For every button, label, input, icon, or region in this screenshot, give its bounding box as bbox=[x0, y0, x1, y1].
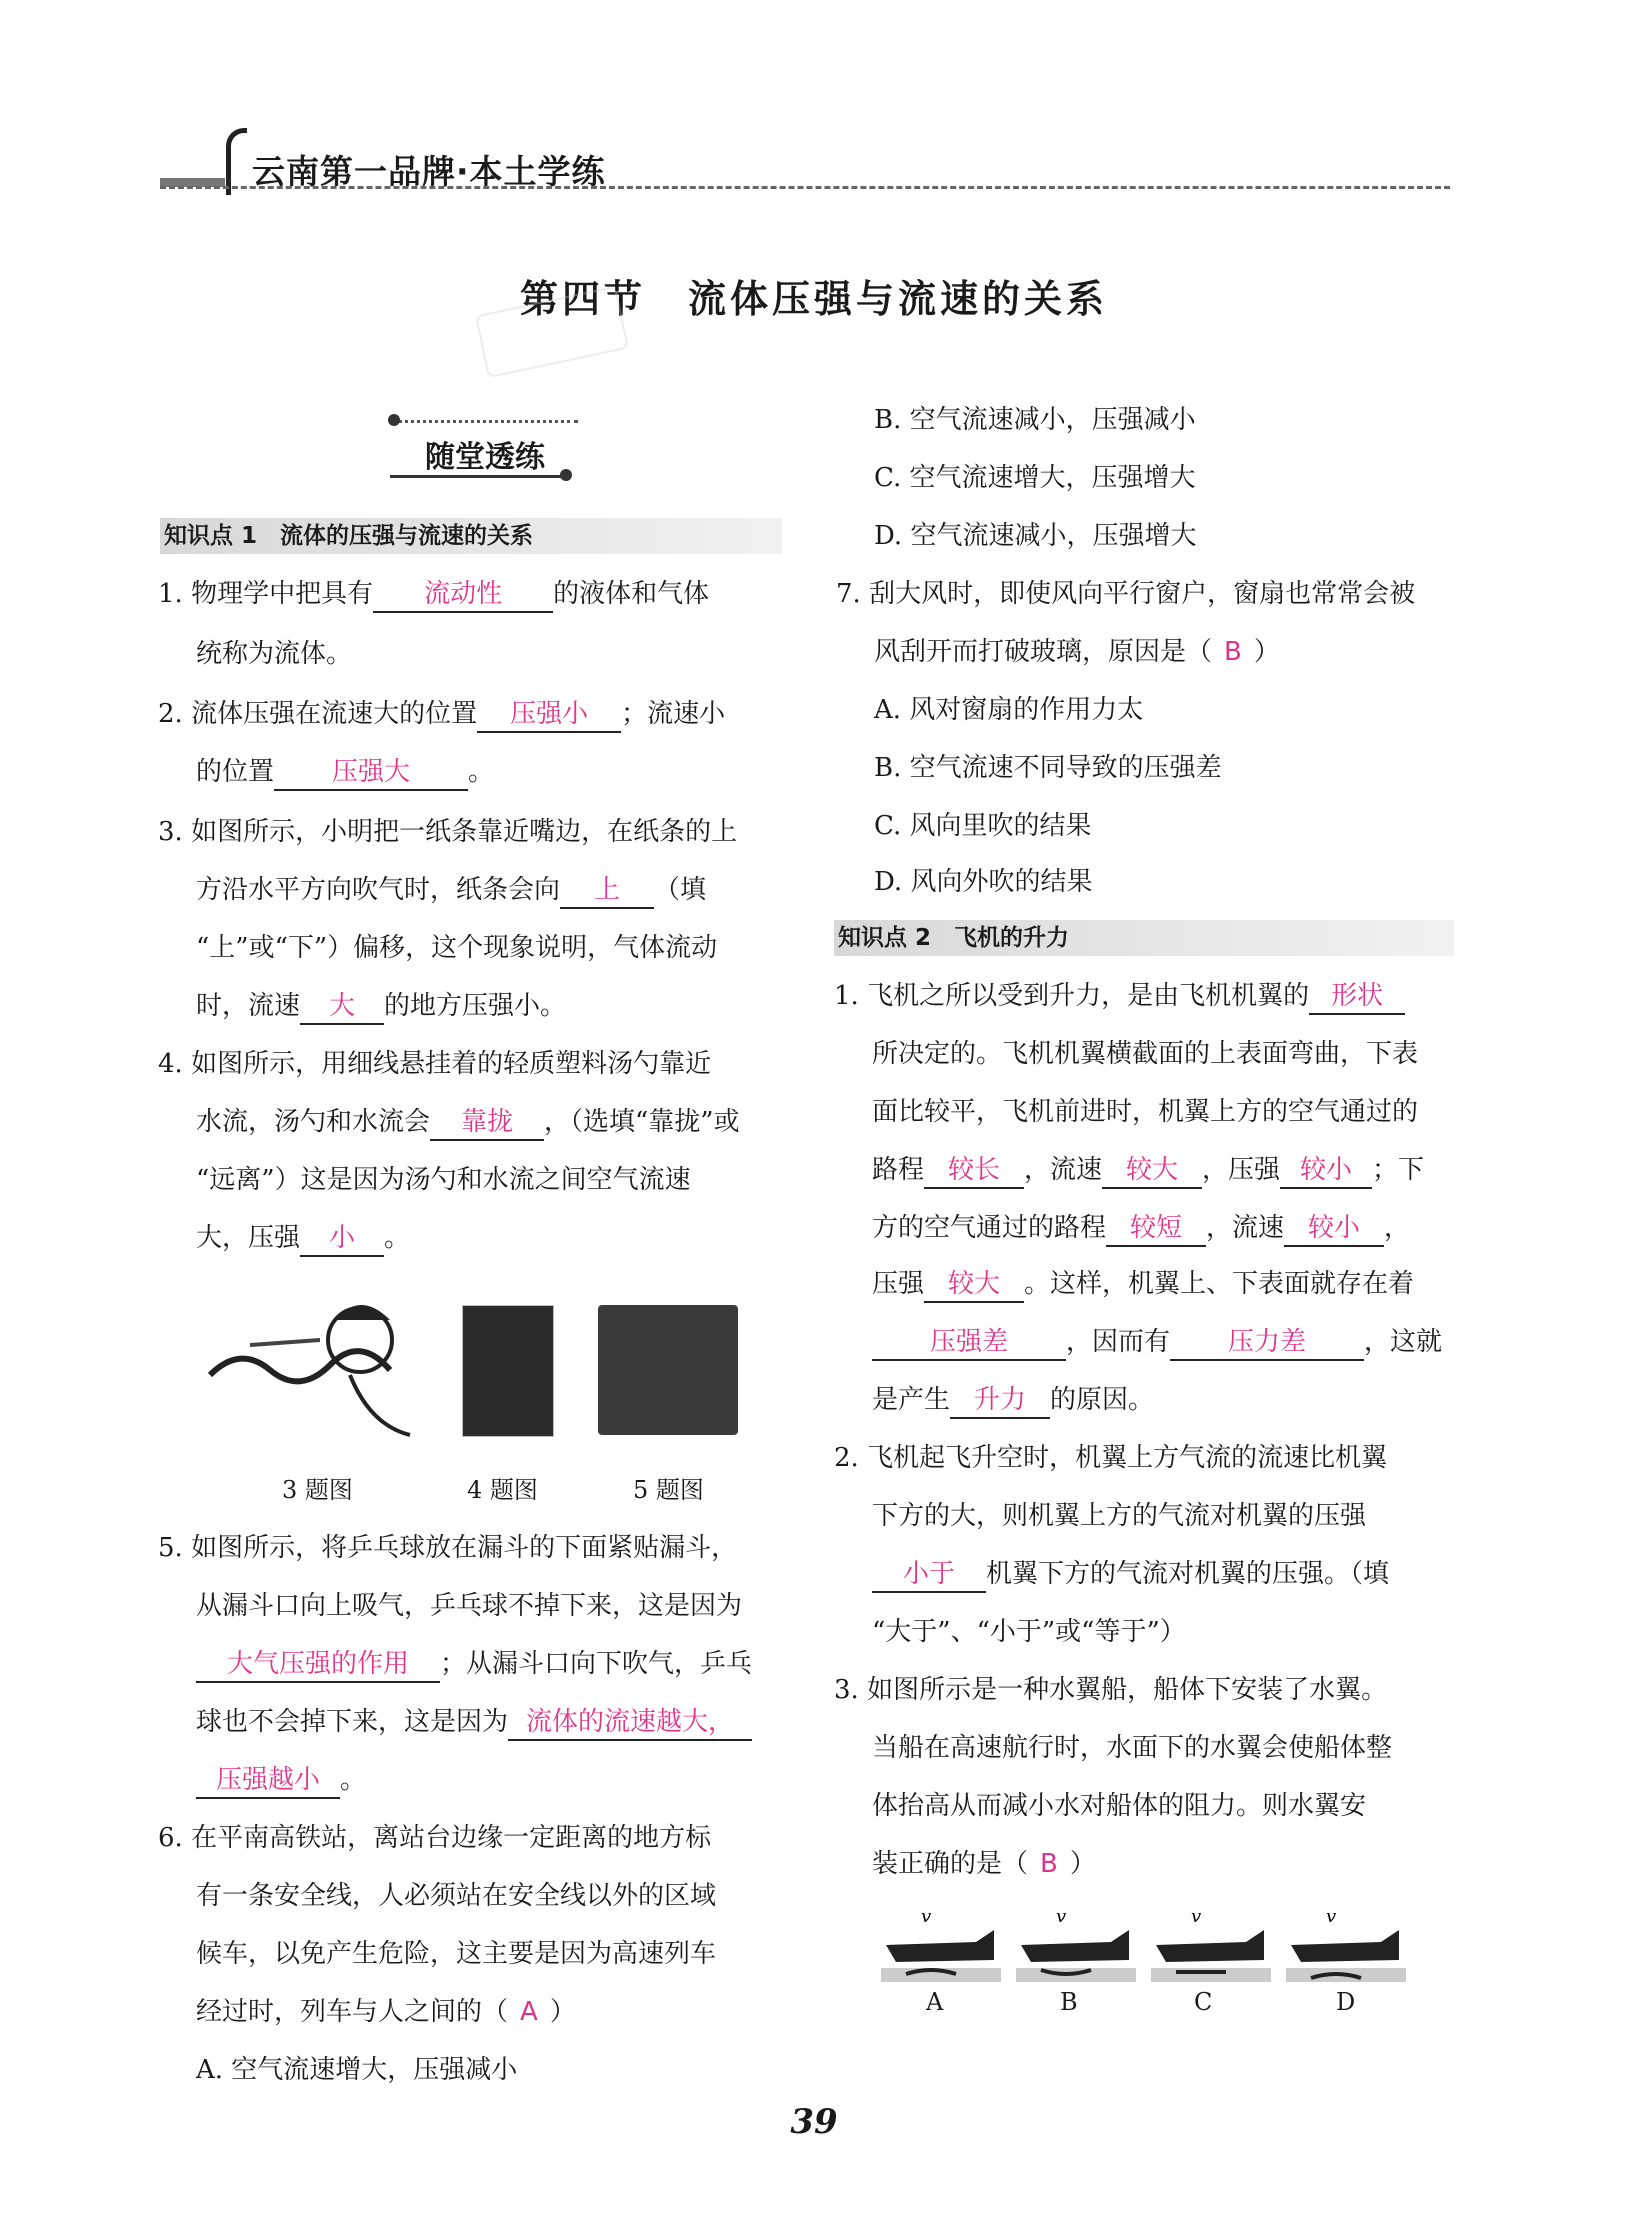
answer-blank: 靠拢 bbox=[430, 1105, 544, 1141]
kp2-q1-line2: 所决定的。飞机机翼横截面的上表面弯曲，下表 bbox=[872, 1039, 1419, 1069]
caption-fig-3: 3 题图 bbox=[282, 1476, 353, 1504]
answer-blank: 形状 bbox=[1309, 979, 1405, 1015]
caption-fig-4: 4 题图 bbox=[467, 1476, 538, 1504]
answer-blank: 压强大 bbox=[274, 755, 468, 791]
answer-blank: 流体的流速越大， bbox=[508, 1705, 752, 1741]
section-dot bbox=[560, 469, 572, 481]
q5-line1: 5. 如图所示，将乒乓球放在漏斗的下面紧贴漏斗， bbox=[158, 1533, 738, 1563]
caption-fig-5: 5 题图 bbox=[633, 1476, 704, 1504]
kp2-q1-line1: 1. 飞机之所以受到升力，是由飞机机翼的 形状 bbox=[834, 976, 1405, 1016]
boat-label-a: A bbox=[926, 1988, 944, 2016]
boat-label-b: B bbox=[1060, 1988, 1078, 2016]
kp2-q2-line3: 小于 机翼下方的气流对机翼的压强。（填 bbox=[872, 1554, 1389, 1594]
figure-5 bbox=[598, 1305, 738, 1435]
q5-line3: 大气压强的作用 ；从漏斗口向下吹气，乒乓 bbox=[196, 1644, 752, 1684]
boat-label-c: C bbox=[1194, 1988, 1213, 2016]
section-underline bbox=[390, 475, 566, 478]
q3-line4: 时，流速 大 的地方压强小。 bbox=[196, 986, 566, 1026]
kp2-q3-line1: 3. 如图所示是一种水翼船，船体下安装了水翼。 bbox=[834, 1675, 1388, 1705]
hydrofoil-figure bbox=[876, 1900, 1416, 2000]
q7-option-a: A. 风对窗扇的作用力太 bbox=[874, 695, 1144, 725]
velocity-label: v bbox=[1191, 1906, 1202, 1927]
header-brand: 云南第一品牌·本土学练 bbox=[252, 152, 606, 191]
q1-line1: 1. 物理学中把具有 流动性 的液体和气体 bbox=[158, 574, 709, 614]
choice-answer: A bbox=[520, 1997, 538, 2027]
q6-line4: 经过时，列车与人之间的（ A ） bbox=[196, 1997, 576, 2027]
answer-blank: 小于 bbox=[872, 1557, 986, 1593]
q4-line2: 水流，汤勺和水流会 靠拢 ，（选填“靠拢”或 bbox=[196, 1102, 740, 1142]
kp2-q1-line7: 压强差 ，因而有 压力差 ，这就 bbox=[872, 1322, 1442, 1362]
q6-line1: 6. 在平南高铁站，离站台边缘一定距离的地方标 bbox=[158, 1823, 712, 1853]
kp2-q2-line1: 2. 飞机起飞升空时，机翼上方气流的流速比机翼 bbox=[834, 1443, 1388, 1473]
answer-blank: 上 bbox=[560, 873, 654, 909]
choice-answer: B bbox=[1040, 1849, 1058, 1879]
answer-blank: 压强小 bbox=[477, 697, 621, 733]
answer-blank: 升力 bbox=[950, 1383, 1050, 1419]
kp2-q2-line2: 下方的大，则机翼上方的气流对机翼的压强 bbox=[872, 1501, 1367, 1531]
answer-blank: 压强越小 bbox=[196, 1763, 340, 1799]
kp2-q1-line6: 压强 较大 。这样，机翼上、下表面就存在着 bbox=[872, 1264, 1414, 1304]
answer-blank: 较小 bbox=[1284, 1211, 1384, 1247]
q4-line4: 大，压强 小 。 bbox=[196, 1218, 410, 1258]
kp2-q3-line4: 装正确的是（ B ） bbox=[872, 1849, 1096, 1879]
q4-line3: “远离”）这是因为汤勺和水流之间空气流速 bbox=[196, 1165, 691, 1195]
answer-blank: 较大 bbox=[924, 1267, 1024, 1303]
section-deco-line bbox=[392, 420, 578, 423]
velocity-label: v bbox=[1056, 1906, 1067, 1927]
q5-line4: 球也不会掉下来，这是因为 流体的流速越大， bbox=[196, 1702, 752, 1742]
kp2-q1-line3: 面比较平，飞机前进时，机翼上方的空气通过的 bbox=[872, 1097, 1419, 1127]
page-title: 第四节 流体压强与流速的关系 bbox=[519, 277, 1108, 321]
hydrofoil-boats bbox=[876, 1900, 1416, 2000]
q1-line2: 统称为流体。 bbox=[196, 639, 353, 669]
header-curve bbox=[226, 128, 247, 195]
kp2-q3-line2: 当船在高速航行时，水面下的水翼会使船体整 bbox=[872, 1733, 1393, 1763]
q4-line1: 4. 如图所示，用细线悬挂着的轻质塑料汤勺靠近 bbox=[158, 1049, 712, 1079]
figure-3 bbox=[200, 1285, 420, 1445]
answer-blank: 压力差 bbox=[1170, 1325, 1364, 1361]
kp2-q3-line3: 体抬高从而减小水对船体的阻力。则水翼安 bbox=[872, 1791, 1367, 1821]
q2-line2: 的位置 压强大 。 bbox=[196, 752, 494, 792]
q6-line3: 候车，以免产生危险，这主要是因为高速列车 bbox=[196, 1939, 717, 1969]
answer-blank: 较小 bbox=[1280, 1153, 1372, 1189]
page-number: 39 bbox=[790, 2102, 838, 2142]
q2-line1: 2. 流体压强在流速大的位置 压强小 ；流速小 bbox=[158, 694, 725, 734]
q6-line2: 有一条安全线，人必须站在安全线以外的区域 bbox=[196, 1881, 717, 1911]
q7-option-c: C. 风向里吹的结果 bbox=[874, 811, 1092, 841]
q6-option-c: C. 空气流速增大，压强增大 bbox=[874, 463, 1196, 493]
answer-blank: 较长 bbox=[924, 1153, 1024, 1189]
header-rule bbox=[160, 186, 1450, 189]
q5-line2: 从漏斗口向上吸气，乒乓球不掉下来，这是因为 bbox=[196, 1591, 743, 1621]
figure-4 bbox=[462, 1305, 554, 1437]
q5-line5: 压强越小 。 bbox=[196, 1760, 366, 1800]
knowledge-point-1: 知识点 1 流体的压强与流速的关系 bbox=[160, 518, 782, 554]
q3-line1: 3. 如图所示，小明把一纸条靠近嘴边，在纸条的上 bbox=[158, 817, 738, 847]
knowledge-point-2: 知识点 2 飞机的升力 bbox=[834, 920, 1454, 956]
boat-label-d: D bbox=[1336, 1988, 1356, 2016]
answer-blank: 压强差 bbox=[872, 1325, 1066, 1361]
section-dot bbox=[388, 414, 400, 426]
q7-line1: 7. 刮大风时，即使风向平行窗户，窗扇也常常会被 bbox=[836, 579, 1416, 609]
kp2-q1-line5: 方的空气通过的路程 较短 ，流速 较小 ， bbox=[872, 1208, 1410, 1248]
q3-line2: 方沿水平方向吹气时，纸条会向 上 （填 bbox=[196, 870, 706, 910]
kp2-q1-line8: 是产生 升力 的原因。 bbox=[872, 1380, 1154, 1420]
q7-line2: 风刮开而打破玻璃，原因是（ B ） bbox=[874, 637, 1280, 667]
velocity-label: v bbox=[1326, 1906, 1337, 1927]
q6-option-a: A. 空气流速增大，压强减小 bbox=[196, 2055, 518, 2085]
answer-blank: 大 bbox=[300, 989, 384, 1025]
section-title: 随堂透练 bbox=[425, 440, 545, 475]
answer-blank: 流动性 bbox=[373, 577, 553, 613]
answer-blank: 较短 bbox=[1106, 1211, 1206, 1247]
answer-blank: 大气压强的作用 bbox=[196, 1647, 440, 1683]
q7-option-b: B. 空气流速不同导致的压强差 bbox=[874, 753, 1222, 783]
kp2-q2-line4: “大于”、“小于”或“等于”） bbox=[872, 1617, 1186, 1647]
q7-option-d: D. 风向外吹的结果 bbox=[874, 867, 1093, 897]
choice-answer: B bbox=[1224, 637, 1242, 667]
answer-blank: 较大 bbox=[1102, 1153, 1202, 1189]
kp2-q1-line4: 路程 较长 ，流速 较大 ，压强 较小 ；下 bbox=[872, 1150, 1424, 1190]
q3-line3: “上”或“下”）偏移，这个现象说明，气体流动 bbox=[196, 933, 718, 963]
velocity-label: v bbox=[921, 1906, 932, 1927]
q6-option-b: B. 空气流速减小，压强减小 bbox=[874, 405, 1196, 435]
q6-option-d: D. 空气流速减小，压强增大 bbox=[874, 521, 1197, 551]
answer-blank: 小 bbox=[300, 1221, 384, 1257]
